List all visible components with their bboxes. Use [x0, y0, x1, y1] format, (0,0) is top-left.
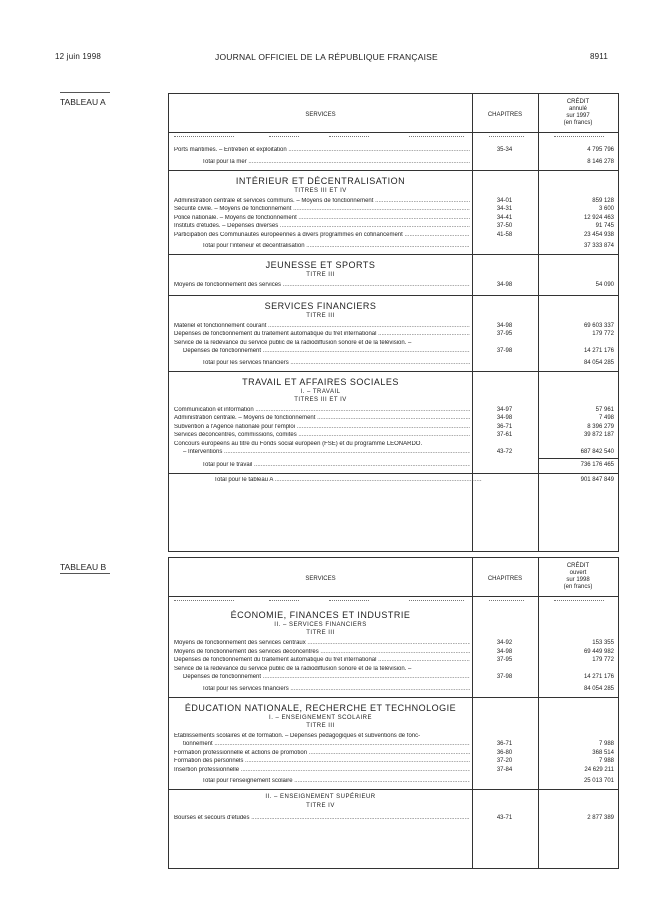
section-title: JEUNESSE ET SPORTS	[265, 260, 376, 270]
total-row	[169, 156, 618, 170]
row-label: Dépenses de fonctionnement du traitement automatique du fret international .....	[174, 657, 470, 663]
credit-line: ouvert	[569, 570, 587, 576]
table-row	[169, 323, 618, 332]
section-title: ÉCONOMIE, FINANCES ET INDUSTRIE	[230, 610, 411, 620]
row-chapter: 34-31	[496, 206, 513, 212]
row-chapter: 43-72	[496, 449, 513, 455]
row-chapter: 34-98	[496, 322, 513, 329]
col-credit	[538, 563, 618, 591]
row-label: Bourses et secours d'études .....	[174, 815, 470, 821]
total-label: Total pour l'enseignement scolaire .....	[202, 778, 470, 784]
journal-title: JOURNAL OFFICIEL DE LA RÉPUBLIQUE FRANÇAISE	[215, 52, 438, 62]
col-chapitres: CHAPITRES	[487, 112, 523, 118]
row-amount: 179 772	[592, 331, 614, 337]
total-row	[169, 683, 618, 697]
row-amount: 7 988	[598, 758, 614, 764]
dash-row	[169, 597, 618, 606]
row-chapter: 37-98	[496, 674, 513, 680]
table-row	[169, 815, 618, 824]
row-label: Dépenses de fonctionnement .....	[183, 674, 470, 680]
total-row	[169, 357, 618, 371]
divider	[169, 697, 618, 698]
divider	[169, 789, 618, 790]
table-row	[169, 449, 618, 458]
table-row	[169, 147, 618, 156]
total-label: Total pour le tableau A .....	[214, 477, 482, 483]
tableau-b-label: TABLEAU B	[60, 562, 107, 572]
total-amount: 8 146 278	[587, 158, 614, 165]
row-chapter: 37-95	[496, 657, 513, 663]
row-label: Formation professionnelle et actions de promotion .....	[174, 750, 470, 756]
row-amount: 12 924 463	[583, 214, 614, 221]
page-number: 8911	[590, 52, 609, 61]
row-chapter: 37-61	[496, 432, 513, 438]
divider	[169, 170, 618, 171]
section-title: INTÉRIEUR ET DÉCENTRALISATION	[235, 175, 406, 186]
total-label: Total pour le travail .....	[202, 462, 470, 468]
row-chapter: 34-98	[496, 415, 513, 421]
total-label: Total pour les services financiers .....	[202, 686, 470, 692]
row-chapter: 36-71	[496, 741, 513, 747]
divider	[60, 573, 110, 574]
row-label: tionnement .....	[183, 741, 470, 747]
row-chapter: 37-50	[496, 223, 513, 229]
row-chapter: 34-98	[496, 648, 513, 655]
row-label: Service de la redevance du service public de la radiodiffusion sonore et de la télévision. –	[174, 665, 412, 672]
row-label: Police nationale. – Moyens de fonctionnement .....	[174, 215, 470, 221]
table-row	[169, 767, 618, 776]
section-subtitle: TITRE III	[306, 312, 335, 319]
row-label: Concours européens au titre du Fonds social européen (FSE) et du programme LEONARDO.	[174, 440, 423, 447]
row-amount: 7 498	[598, 415, 614, 421]
table-row	[169, 640, 618, 649]
row-amount: 54 090	[595, 282, 614, 288]
section-title: TRAVAIL ET AFFAIRES SOCIALES	[242, 376, 399, 387]
row-amount: 8 396 279	[587, 423, 614, 430]
row-chapter: 37-84	[496, 766, 513, 773]
table-row	[169, 741, 618, 750]
table-row	[169, 424, 618, 433]
row-chapter: 36-71	[496, 423, 513, 430]
total-label: Total pour les services financiers .....	[202, 360, 470, 366]
section-subtitle: I. – TRAVAIL	[300, 388, 341, 395]
grand-total-row	[169, 474, 618, 490]
tableau-a-label: TABLEAU A	[60, 97, 106, 107]
row-label: Administration centrale et services communs. – Moyens de fonctionnement .....	[174, 198, 470, 204]
section-subtitle: I. – ENSEIGNEMENT SCOLAIRE	[269, 714, 372, 721]
total-row	[169, 775, 618, 789]
row-amount: 859 128	[592, 197, 614, 204]
table-row	[169, 340, 618, 349]
total-row	[169, 459, 618, 473]
row-label: Administration centrale. – Moyens de fonctionnement .....	[174, 415, 470, 421]
row-chapter: 36-80	[496, 749, 513, 756]
col-services: SERVICES	[305, 576, 336, 582]
table-row	[169, 750, 618, 759]
section-title: ÉDUCATION NATIONALE, RECHERCHE ET TECHNOLOGIE	[184, 702, 457, 713]
row-amount: 7 988	[598, 741, 614, 747]
table-body	[169, 133, 618, 490]
tableau-a	[168, 93, 619, 552]
section-subtitle: II. – SERVICES FINANCIERS	[274, 622, 367, 628]
row-label: – Interventions .....	[183, 449, 470, 455]
row-label: Matériel et fonctionnement courant .....	[174, 323, 470, 329]
divider	[169, 371, 618, 372]
section-subtitle: TITRE III	[306, 722, 335, 729]
credit-line: (en francs)	[563, 584, 593, 590]
row-label: Instituts d'études. – Dépenses diverses .....	[174, 223, 470, 229]
row-label: Moyens de fonctionnement des services .....	[174, 282, 470, 288]
credit-line: annulé	[568, 106, 588, 112]
total-amount: 84 054 285	[583, 359, 614, 366]
row-amount: 368 514	[592, 749, 614, 756]
row-chapter: 35-34	[496, 147, 513, 153]
table-row	[169, 441, 618, 450]
table-row	[169, 232, 618, 241]
row-label: Participation des Communautés européennes à divers programmes en cofinancement .....	[174, 232, 470, 238]
credit-line: CRÉDIT	[566, 99, 590, 105]
row-amount: 2 877 389	[587, 815, 614, 821]
divider	[60, 92, 110, 93]
total-label: Total pour la mer .....	[202, 159, 470, 165]
table-row	[169, 674, 618, 683]
row-amount: 14 271 176	[583, 348, 614, 354]
divider	[169, 254, 618, 255]
row-label: Ports maritimes. – Entretien et exploitation .....	[174, 147, 470, 153]
total-label: Total pour l'intérieur et décentralisation .....	[202, 243, 470, 249]
row-chapter: 34-92	[496, 640, 513, 646]
col-chapitres: CHAPITRES	[487, 576, 523, 582]
table-body	[169, 597, 618, 824]
section-title: SERVICES FINANCIERS	[264, 300, 377, 311]
col-services: SERVICES	[305, 112, 336, 118]
row-amount: 153 355	[592, 640, 614, 646]
row-chapter: 34-98	[496, 282, 513, 288]
row-amount: 687 842 540	[580, 449, 614, 455]
row-amount: 179 772	[592, 657, 614, 663]
dash-row	[169, 133, 618, 142]
total-amount: 37 333 874	[583, 243, 614, 249]
row-amount: 69 449 982	[583, 648, 614, 655]
section-subtitle: II. – ENSEIGNEMENT SUPÉRIEUR	[265, 794, 376, 800]
row-chapter: 34-01	[496, 197, 513, 204]
table-row	[169, 282, 618, 291]
row-label: Communication et information .....	[174, 407, 470, 413]
row-amount: 4 795 796	[587, 147, 614, 153]
row-label: Dépenses de fonctionnement du traitement automatique du fret international .....	[174, 331, 470, 337]
section-subtitle: TITRE IV	[306, 803, 335, 809]
table-header	[169, 558, 618, 597]
table-row	[169, 348, 618, 357]
table-row	[169, 758, 618, 767]
row-chapter: 41-58	[496, 231, 513, 238]
table-row	[169, 733, 618, 742]
col-credit	[538, 99, 618, 127]
row-label: Sécurité civile. – Moyens de fonctionnement .....	[174, 206, 470, 212]
row-amount: 14 271 176	[583, 674, 614, 680]
section-subtitle: TITRES III ET IV	[294, 396, 347, 403]
table-row	[169, 223, 618, 232]
row-label: Moyens de fonctionnement des services déconcentrés .....	[174, 649, 470, 655]
table-row	[169, 666, 618, 675]
row-chapter: 34-41	[496, 214, 513, 221]
total-amount: 84 054 285	[583, 685, 614, 692]
row-chapter: 43-71	[496, 815, 513, 821]
row-label: Moyens de fonctionnement des services centraux .....	[174, 640, 470, 646]
tableau-b	[168, 557, 619, 869]
row-label: Établissements scolaires et de formation. – Dépenses pédagogiques et subventions de fonc-	[174, 732, 421, 739]
total-amount: 736 176 465	[580, 461, 614, 468]
table-row	[169, 415, 618, 424]
row-amount: 24 629 211	[584, 766, 614, 773]
row-chapter: 37-98	[496, 348, 513, 354]
row-label: Service de la redevance du service public de la radiodiffusion sonore et de la télévision. –	[174, 339, 412, 346]
credit-line: sur 1998	[566, 577, 590, 583]
row-label: Insertion professionnelle .....	[174, 767, 470, 773]
row-amount: 23 454 938	[583, 231, 614, 238]
row-label: Subvention à l'Agence nationale pour l'emploi .....	[174, 424, 470, 430]
total-amount: 901 847 849	[580, 476, 614, 483]
section-subtitle: TITRE III	[306, 630, 335, 636]
divider	[169, 295, 618, 296]
table-header	[169, 94, 618, 133]
total-amount: 25 013 701	[583, 778, 614, 784]
row-chapter: 37-20	[496, 758, 513, 764]
row-label: Formation des personnels .....	[174, 758, 470, 764]
row-label: Dépenses de fonctionnement .....	[183, 348, 470, 354]
row-amount: 57 961	[595, 406, 614, 413]
credit-line: sur 1997	[566, 113, 590, 119]
row-chapter: 34-97	[496, 406, 513, 413]
table-row	[169, 206, 618, 215]
row-amount: 3 600	[598, 206, 614, 212]
table-row	[169, 649, 618, 658]
table-row	[169, 657, 618, 666]
credit-line: (en francs)	[563, 120, 593, 126]
row-chapter: 37-95	[496, 331, 513, 337]
row-amount: 39 872 187	[583, 432, 614, 438]
section-subtitle: TITRE III	[306, 272, 335, 278]
section-subtitle: TITRES III ET IV	[294, 187, 347, 194]
row-amount: 69 603 337	[583, 322, 614, 329]
table-row	[169, 331, 618, 340]
page-date: 12 juin 1998	[55, 52, 101, 61]
row-amount: 91 745	[595, 223, 614, 229]
table-row	[169, 215, 618, 224]
table-row	[169, 198, 618, 207]
total-row	[169, 240, 618, 254]
credit-line: CRÉDIT	[566, 563, 590, 569]
table-row	[169, 432, 618, 441]
table-row	[169, 407, 618, 416]
row-label: Services déconcentrés, commissions, comités .....	[174, 432, 470, 438]
